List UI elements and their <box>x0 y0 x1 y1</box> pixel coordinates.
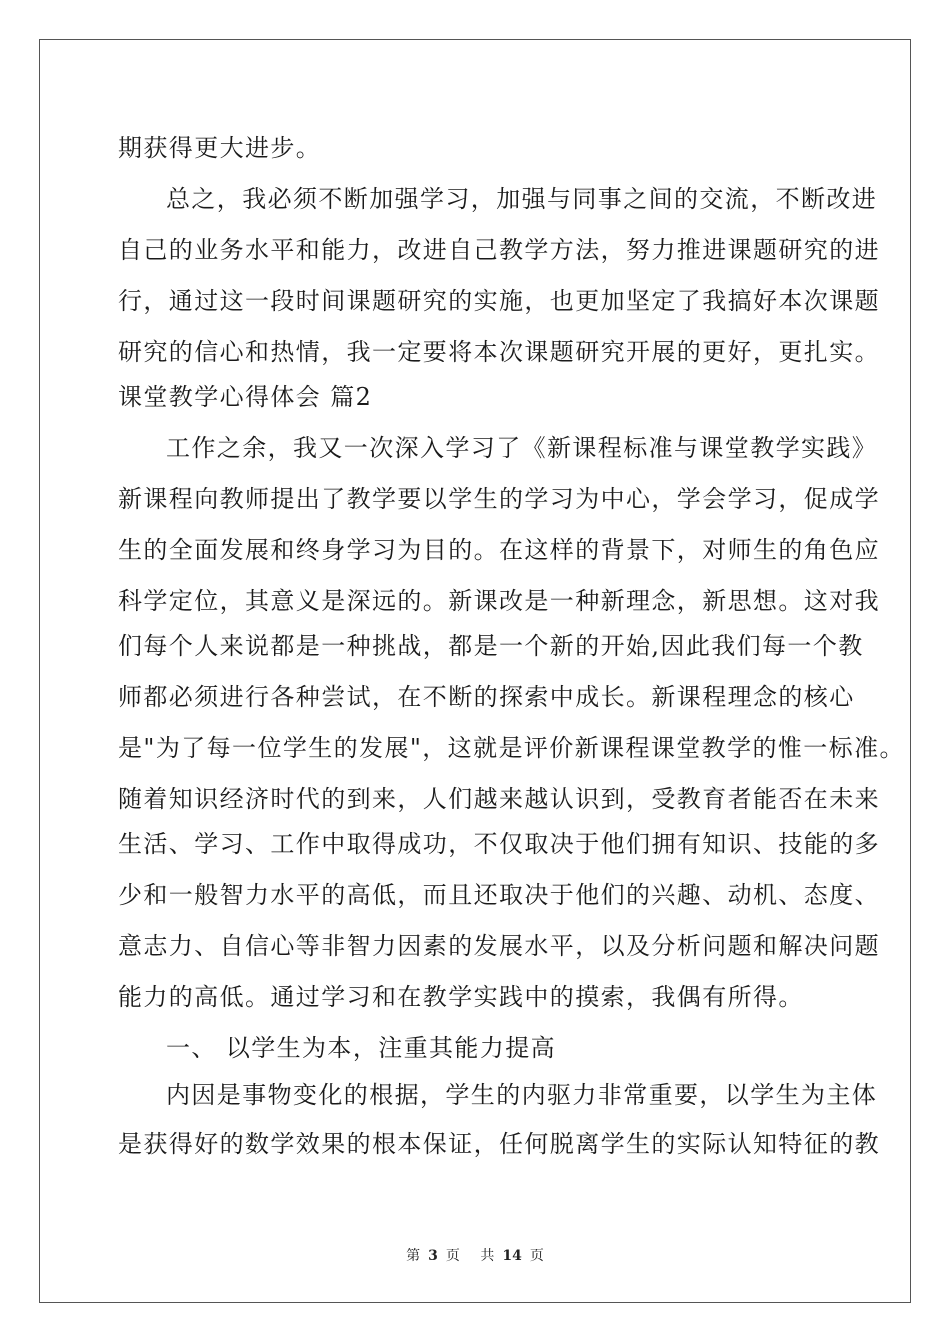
paragraph-first-line: 总之，我必须不断加强学习，加强与同事之间的交流，不断改进 <box>166 185 878 213</box>
text-line: 意志力、自信心等非智力因素的发展水平，以及分析问题和解决问题 <box>118 932 880 960</box>
page-prefix: 第 <box>406 1248 421 1264</box>
text-line: 随着知识经济时代的到来，人们越来越认识到，受教育者能否在未来 <box>118 785 880 813</box>
page-footer <box>0 1245 950 1265</box>
page-unit: 页 <box>445 1248 460 1264</box>
text-line: 研究的信心和热情，我一定要将本次课题研究开展的更好，更扎实。 <box>118 338 880 366</box>
list-item-heading: 一、 以学生为本，注重其能力提高 <box>166 1034 557 1062</box>
total-pages <box>476 1248 547 1264</box>
text-line: 行，通过这一段时间课题研究的实施，也更加坚定了我搞好本次课题 <box>118 287 880 315</box>
text-line: 生活、学习、工作中取得成功，不仅取决于他们拥有知识、技能的多 <box>118 830 880 858</box>
text-line: 自己的业务水平和能力，改进自己教学方法，努力推进课题研究的进 <box>118 236 880 264</box>
text-line: 新课程向教师提出了教学要以学生的学习为中心，学会学习，促成学 <box>118 485 880 513</box>
text-line: 是获得好的数学效果的根本保证，任何脱离学生的实际认知特征的教 <box>118 1130 880 1158</box>
text-line: 期获得更大进步。 <box>118 134 322 162</box>
section-heading: 课堂教学心得体会 篇2 <box>118 383 373 411</box>
paragraph-first-line: 内因是事物变化的根据，学生的内驱力非常重要，以学生为主体 <box>166 1081 878 1109</box>
page-number <box>402 1248 464 1264</box>
text-line: 少和一般智力水平的高低，而且还取决于他们的兴趣、动机、态度、 <box>118 881 880 909</box>
total-prefix: 共 <box>480 1248 495 1264</box>
text-line: 能力的高低。通过学习和在教学实践中的摸索，我偶有所得。 <box>118 983 804 1011</box>
total-unit: 页 <box>529 1248 544 1264</box>
current-page: 3 <box>428 1248 438 1264</box>
text-line: 科学定位，其意义是深远的。新课改是一种新理念，新思想。这对我 <box>118 587 880 615</box>
text-line: 们每个人来说都是一种挑战，都是一个新的开始,因此我们每一个教 <box>118 632 864 660</box>
total-pages-value: 14 <box>502 1248 522 1264</box>
paragraph-first-line: 工作之余，我又一次深入学习了《新课程标准与课堂教学实践》 <box>166 434 878 462</box>
text-line: 师都必须进行各种尝试，在不断的探索中成长。新课程理念的核心 <box>118 683 855 711</box>
page-border <box>39 39 911 1303</box>
text-line: 生的全面发展和终身学习为目的。在这样的背景下，对师生的角色应 <box>118 536 880 564</box>
text-line: 是"为了每一位学生的发展"，这就是评价新课程课堂教学的惟一标准。 <box>118 734 905 762</box>
